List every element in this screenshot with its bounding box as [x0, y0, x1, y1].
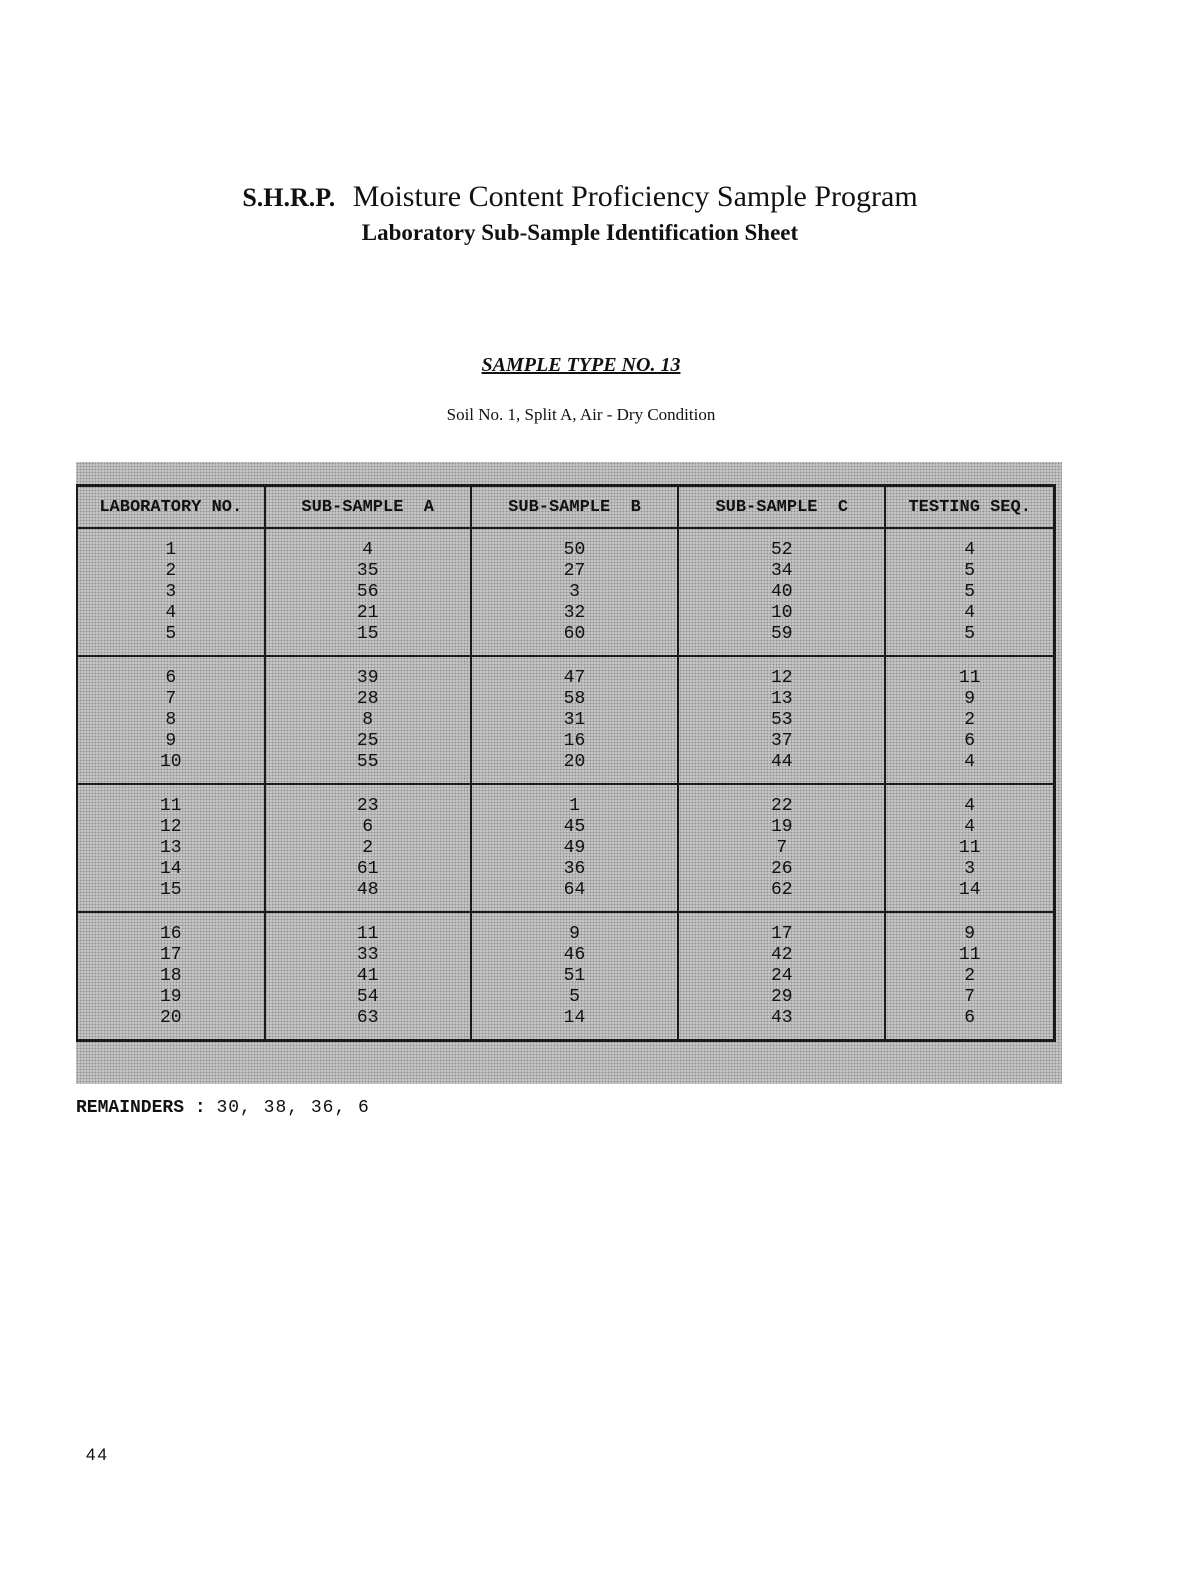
table-value: 46	[563, 944, 586, 965]
table-value: 18	[159, 965, 182, 986]
table-value: 4	[362, 539, 374, 560]
table-body	[77, 528, 1055, 1041]
table-value: 14	[159, 858, 182, 879]
sub-sample-b-cell	[471, 912, 678, 1041]
table-value: 17	[770, 923, 793, 944]
table-value: 44	[770, 751, 793, 772]
testing-seq-cell	[885, 656, 1054, 784]
table-value: 2	[964, 709, 976, 730]
program-abbr: S.H.R.P.	[242, 183, 336, 212]
table-value: 54	[356, 986, 379, 1007]
table-value: 13	[159, 837, 182, 858]
table-value: 5	[569, 986, 580, 1007]
table-value: 3	[569, 581, 580, 602]
table-value: 22	[770, 795, 793, 816]
table-value: 3	[165, 581, 177, 602]
testing-seq-cell	[885, 528, 1054, 656]
table-value: 4	[964, 602, 976, 623]
table-value: 1	[165, 539, 177, 560]
table-value: 32	[563, 602, 586, 623]
table-value: 47	[563, 667, 586, 688]
table-value: 45	[563, 816, 586, 837]
column-header-testing-seq: TESTING SEQ.	[885, 486, 1054, 529]
table-row	[77, 528, 1055, 656]
table-value: 16	[159, 923, 182, 944]
table-value: 2	[362, 837, 374, 858]
sub-sample-table	[76, 484, 1056, 1042]
table-value: 49	[563, 837, 586, 858]
table-value: 21	[356, 602, 379, 623]
table-value: 5	[964, 581, 976, 602]
table-value: 9	[569, 923, 580, 944]
table-value: 12	[159, 816, 182, 837]
table-row	[77, 656, 1055, 784]
laboratory-no-cell	[77, 912, 265, 1041]
sample-type-heading: SAMPLE TYPE NO. 13	[481, 354, 681, 376]
sub-sample-b-cell	[471, 656, 678, 784]
table-value: 42	[770, 944, 793, 965]
table-value: 9	[964, 688, 976, 709]
table-value: 1	[569, 795, 580, 816]
table-value: 9	[964, 923, 976, 944]
sub-sample-a-cell	[265, 656, 471, 784]
table-value: 37	[770, 730, 793, 751]
sub-sample-a-cell	[265, 528, 471, 656]
table-value: 39	[356, 667, 379, 688]
table-value: 10	[770, 602, 793, 623]
table-value: 58	[563, 688, 586, 709]
table-value: 24	[770, 965, 793, 986]
column-header-sub-sample-a: SUB-SAMPLE A	[265, 486, 471, 529]
table-value: 7	[165, 688, 177, 709]
table-value: 25	[356, 730, 379, 751]
sub-sample-table-panel	[76, 462, 1062, 1084]
table-value: 14	[958, 879, 981, 900]
table-value: 11	[958, 837, 981, 858]
table-value: 20	[159, 1007, 182, 1028]
remainders-line	[76, 1098, 370, 1118]
table-value: 2	[964, 965, 976, 986]
table-value: 17	[159, 944, 182, 965]
table-value: 7	[776, 837, 788, 858]
table-value: 53	[770, 709, 793, 730]
table-value: 60	[563, 623, 586, 644]
table-value: 12	[770, 667, 793, 688]
remainders-label: REMAINDERS :	[76, 1098, 206, 1118]
table-value: 23	[356, 795, 379, 816]
column-header-sub-sample-b: SUB-SAMPLE B	[471, 486, 678, 529]
sheet-subtitle: Laboratory Sub-Sample Identification Sheet	[361, 220, 799, 245]
testing-seq-cell	[885, 784, 1054, 912]
table-value: 55	[356, 751, 379, 772]
table-value: 7	[964, 986, 976, 1007]
laboratory-no-cell	[77, 528, 265, 656]
column-header-sub-sample-c: SUB-SAMPLE C	[678, 486, 885, 529]
table-value: 63	[356, 1007, 379, 1028]
table-value: 5	[964, 560, 976, 581]
sub-sample-a-cell	[265, 784, 471, 912]
table-value: 8	[362, 709, 374, 730]
table-value: 16	[563, 730, 586, 751]
laboratory-no-cell	[77, 784, 265, 912]
table-value: 36	[563, 858, 586, 879]
table-value: 19	[770, 816, 793, 837]
table-value: 50	[563, 539, 586, 560]
table-value: 4	[165, 602, 177, 623]
table-value: 19	[159, 986, 182, 1007]
table-row	[77, 912, 1055, 1041]
sample-condition: Soil No. 1, Split A, Air - Dry Condition	[446, 405, 716, 424]
table-value: 41	[356, 965, 379, 986]
table-value: 5	[165, 623, 177, 644]
table-value: 3	[964, 858, 976, 879]
table-value: 6	[165, 667, 177, 688]
table-value: 14	[563, 1007, 586, 1028]
table-value: 20	[563, 751, 586, 772]
sub-sample-c-cell	[678, 528, 885, 656]
table-value: 61	[356, 858, 379, 879]
sub-sample-b-cell	[471, 528, 678, 656]
table-value: 6	[964, 1007, 976, 1028]
table-value: 2	[165, 560, 177, 581]
table-value: 48	[356, 879, 379, 900]
table-value: 4	[964, 539, 976, 560]
table-value: 6	[964, 730, 976, 751]
table-value: 5	[964, 623, 976, 644]
sub-sample-b-cell	[471, 784, 678, 912]
sub-sample-a-cell	[265, 912, 471, 1041]
table-value: 27	[563, 560, 586, 581]
table-value: 56	[356, 581, 379, 602]
table-value: 4	[964, 751, 976, 772]
table-value: 4	[964, 816, 976, 837]
table-value: 35	[356, 560, 379, 581]
table-value: 10	[159, 751, 182, 772]
table-value: 29	[770, 986, 793, 1007]
table-value: 8	[165, 709, 177, 730]
program-title	[0, 180, 1160, 214]
table-value: 40	[770, 581, 793, 602]
table-row	[77, 784, 1055, 912]
table-value: 33	[356, 944, 379, 965]
table-value: 28	[356, 688, 379, 709]
page-number: 44	[86, 1445, 109, 1464]
table-value: 4	[964, 795, 976, 816]
table-value: 11	[958, 667, 981, 688]
table-value: 11	[356, 923, 379, 944]
sub-sample-c-cell	[678, 656, 885, 784]
table-value: 6	[362, 816, 374, 837]
table-value: 59	[770, 623, 793, 644]
table-value: 11	[159, 795, 182, 816]
sub-sample-c-cell	[678, 784, 885, 912]
program-title-text: Moisture Content Proficiency Sample Program	[352, 180, 918, 213]
remainders-values: 30, 38, 36, 6	[216, 1098, 370, 1118]
table-value: 11	[958, 944, 981, 965]
table-value: 15	[159, 879, 182, 900]
table-value: 13	[770, 688, 793, 709]
table-value: 52	[770, 539, 793, 560]
column-header-laboratory-no: LABORATORY NO.	[77, 486, 265, 529]
laboratory-no-cell	[77, 656, 265, 784]
table-value: 9	[165, 730, 177, 751]
table-value: 64	[563, 879, 586, 900]
table-value: 15	[356, 623, 379, 644]
table-value: 26	[770, 858, 793, 879]
table-value: 62	[770, 879, 793, 900]
table-value: 31	[563, 709, 586, 730]
table-value: 51	[563, 965, 586, 986]
testing-seq-cell	[885, 912, 1054, 1041]
sub-sample-c-cell	[678, 912, 885, 1041]
table-header-row	[77, 486, 1055, 529]
table-value: 43	[770, 1007, 793, 1028]
table-value: 34	[770, 560, 793, 581]
